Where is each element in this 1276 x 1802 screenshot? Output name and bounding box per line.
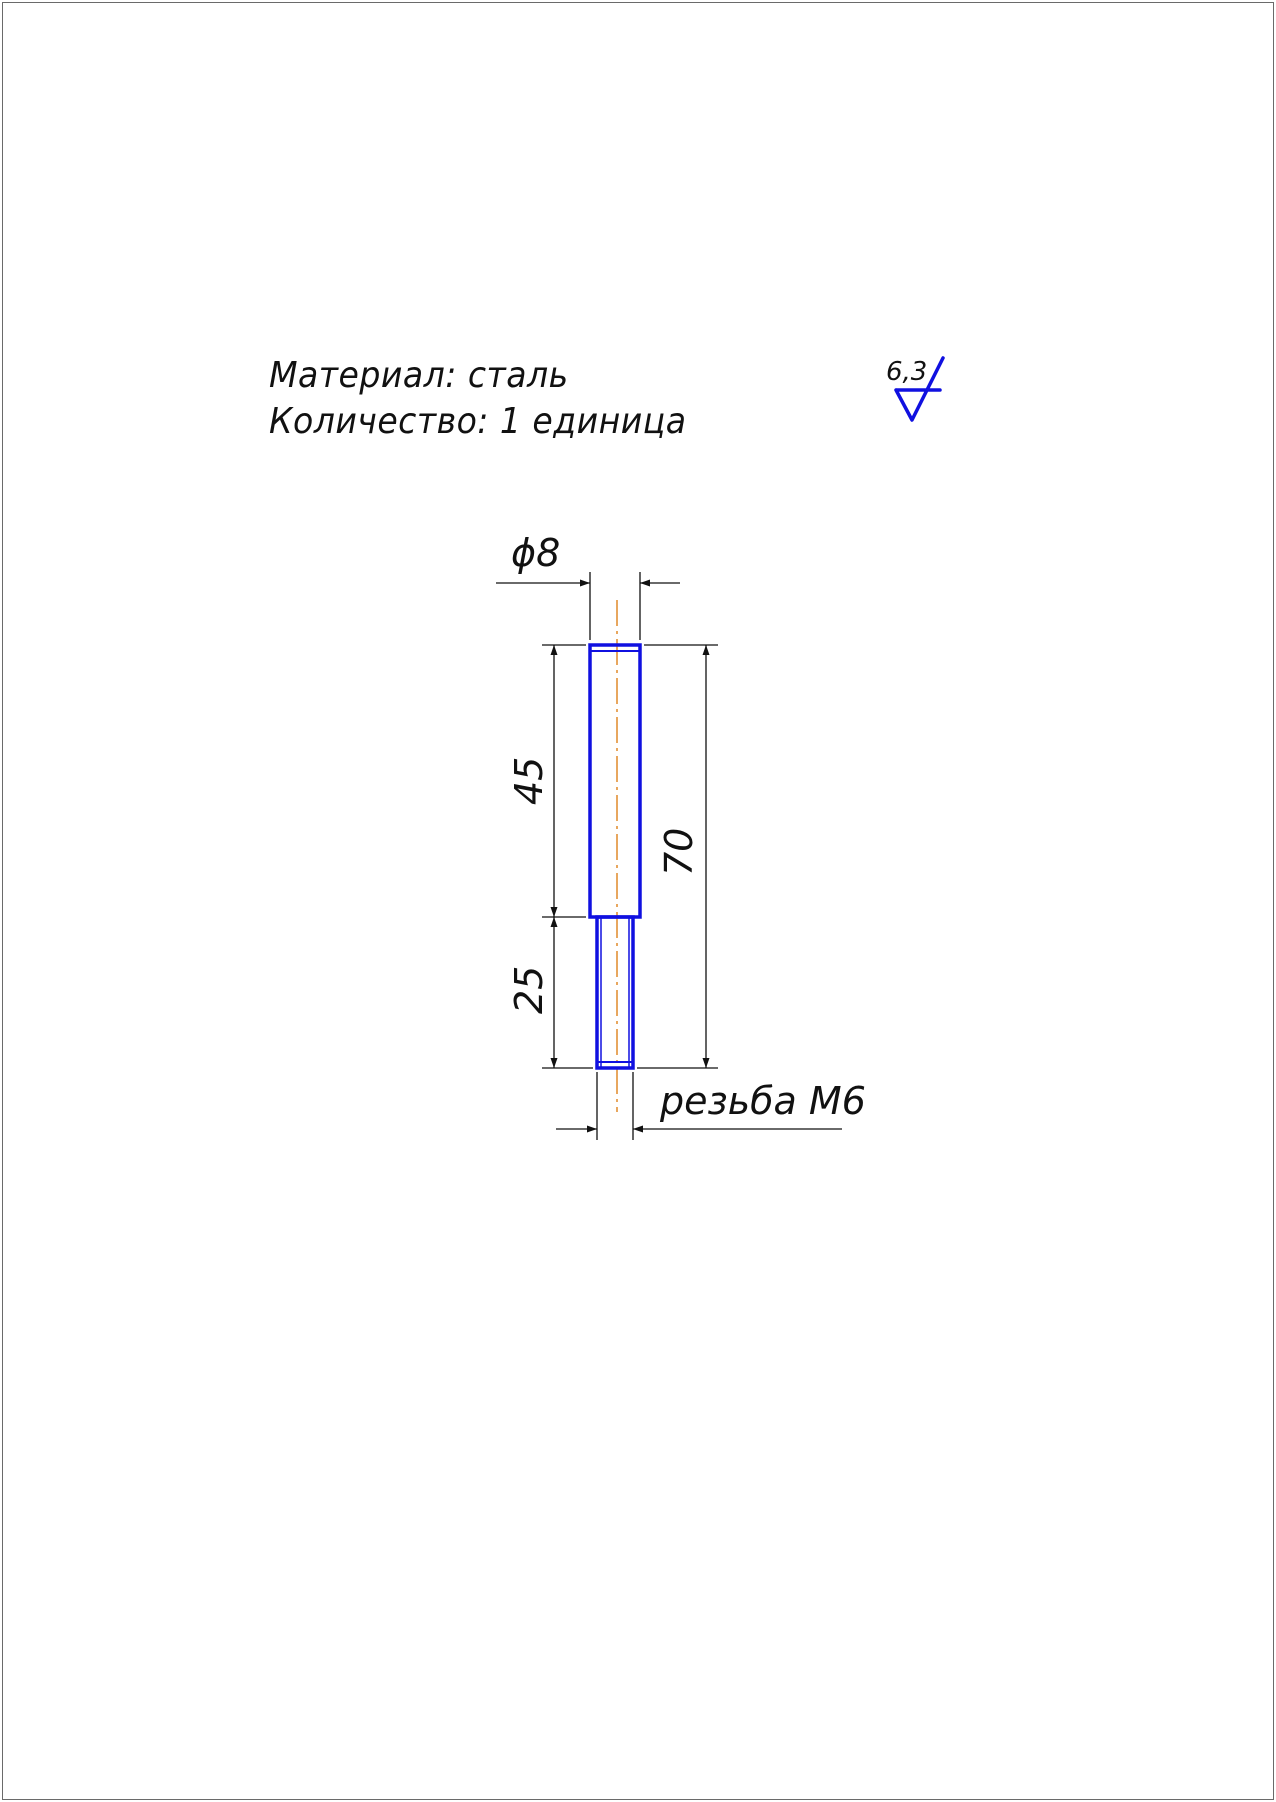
quantity-note: Количество: 1 единица [269,401,687,442]
upper-length-label: 45 [507,756,551,805]
upper-shaft-outline [590,645,640,917]
diameter-dimension [496,572,680,640]
thread-label: резьба М6 [660,1079,866,1123]
roughness-symbol [886,357,943,420]
shaft-body [590,645,640,1068]
total-length-label: 70 [657,827,701,876]
roughness-value: 6,3 [886,357,928,387]
diameter-label: ϕ8 [511,531,561,575]
material-note: Материал: сталь [269,355,569,396]
lower-length-label: 25 [507,965,551,1014]
threaded-section-outline [597,917,633,1068]
